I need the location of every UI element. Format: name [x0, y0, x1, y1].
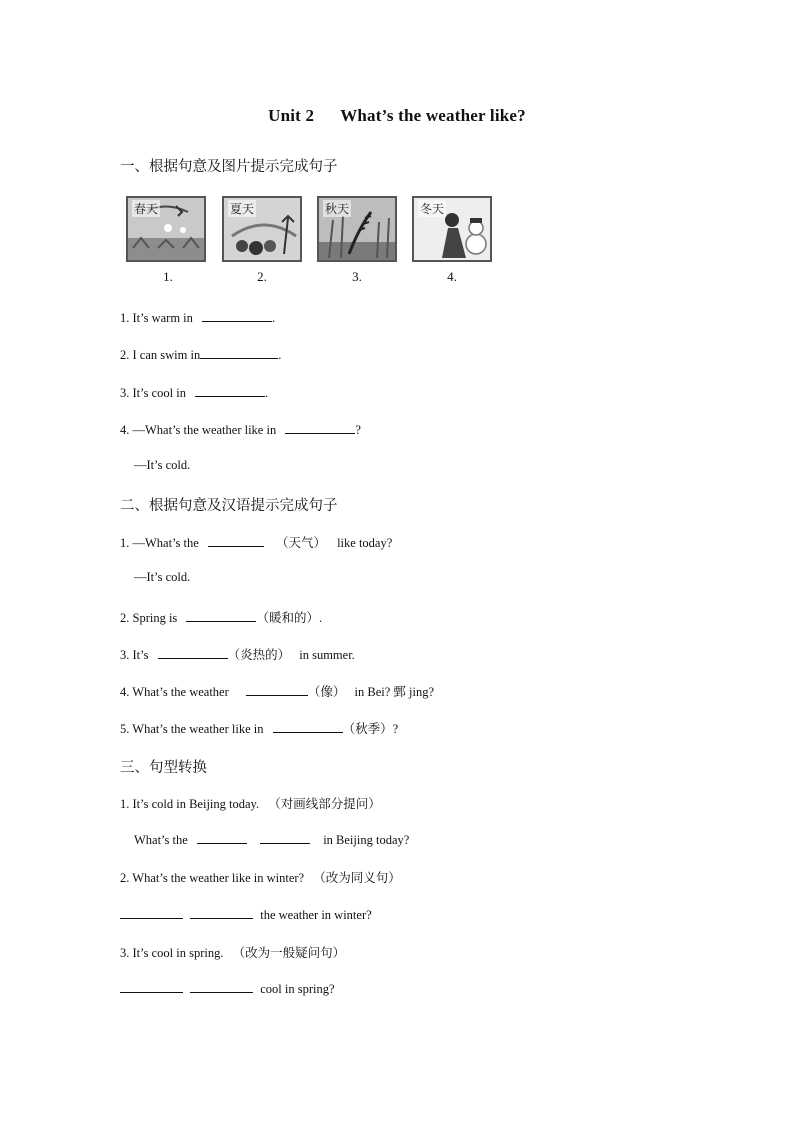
s1-question-2: 2. I can swim in .	[120, 348, 282, 362]
s1-question-4: 4. —What’s the weather like in ?	[120, 423, 361, 437]
chinese-hint: （炎热的）	[227, 647, 291, 662]
picture-label: 夏天	[230, 202, 255, 216]
picture-label: 春天	[134, 202, 159, 216]
s1-question-1: 1. It’s warm in .	[120, 311, 276, 325]
answer-blank[interactable]	[208, 534, 264, 547]
section2-heading: 二、根据句意及汉语提示完成句子	[120, 498, 338, 514]
picture-spring	[126, 196, 206, 262]
chinese-hint: （改为一般疑问句）	[232, 945, 346, 960]
s2-question-1: 1. —What’s the （天气） like today?	[120, 535, 393, 550]
answer-blank[interactable]	[195, 384, 265, 397]
answer-blank[interactable]	[260, 831, 310, 844]
picture-number: 3.	[352, 269, 362, 284]
answer-blank[interactable]	[246, 683, 308, 696]
s2-question-2: 2. Spring is （暖和的）.	[120, 610, 323, 625]
s1-answer-4: —It’s cold.	[134, 458, 191, 472]
s2-question-5: 5. What’s the weather like in （秋季）?	[120, 721, 399, 736]
s1-question-3: 3. It’s cool in .	[120, 386, 269, 400]
s3-answer-1: What’s the in Beijing today?	[134, 833, 410, 847]
s2-answer-1: —It’s cold.	[134, 570, 191, 584]
s3-answer-2: the weather in winter?	[120, 906, 372, 923]
answer-blank[interactable]	[158, 646, 228, 659]
answer-blank[interactable]	[202, 309, 272, 322]
answer-blank[interactable]	[273, 720, 343, 733]
picture-number: 1.	[163, 269, 173, 284]
chinese-hint: （像）	[307, 684, 346, 699]
picture-label: 秋天	[325, 202, 350, 216]
answer-blank[interactable]	[197, 831, 247, 844]
section1-heading: 一、根据句意及图片提示完成句子	[120, 159, 338, 175]
chinese-hint: （暖和的）	[256, 610, 319, 625]
answer-blank[interactable]	[200, 346, 278, 359]
section3-heading: 三、句型转换	[120, 760, 207, 776]
s2-question-4: 4. What’s the weather （像） in Bei? 鄄 jing?	[120, 684, 435, 699]
chinese-hint: （秋季）	[342, 721, 393, 736]
answer-blank[interactable]	[190, 980, 253, 993]
answer-blank[interactable]	[285, 421, 355, 434]
s3-question-1: 1. It’s cold in Beijing today. （对画线部分提问）	[120, 796, 381, 811]
picture-winter	[412, 196, 492, 262]
answer-blank[interactable]	[190, 906, 253, 919]
s2-question-3: 3. It’s （炎热的） in summer.	[120, 647, 355, 662]
chinese-hint: （对画线部分提问）	[268, 796, 381, 811]
chinese-hint: （改为同义句）	[313, 870, 401, 885]
answer-blank[interactable]	[120, 980, 183, 993]
answer-blank[interactable]	[120, 906, 183, 919]
s3-question-3: 3. It’s cool in spring. （改为一般疑问句）	[120, 945, 346, 960]
unit-label: Unit 2	[268, 106, 315, 125]
picture-number: 2.	[257, 269, 267, 284]
picture-autumn	[317, 196, 397, 262]
page-title	[0, 106, 794, 126]
chinese-hint: （天气）	[275, 535, 326, 550]
picture-label: 冬天	[420, 202, 445, 216]
s3-answer-3: cool in spring?	[120, 980, 335, 997]
s3-question-2: 2. What’s the weather like in winter? （改为同义句）	[120, 870, 401, 885]
answer-blank[interactable]	[186, 609, 256, 622]
picture-summer	[222, 196, 302, 262]
unit-heading: What’s the weather like?	[340, 106, 526, 125]
picture-number: 4.	[447, 269, 457, 284]
